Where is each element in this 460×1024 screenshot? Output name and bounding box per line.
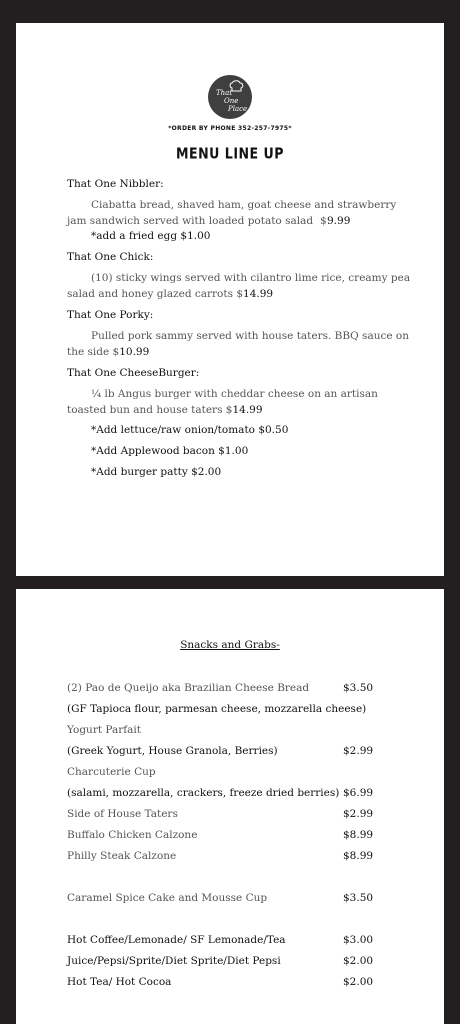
snack-price: $2.00 xyxy=(343,976,374,988)
snack-item: Juice/Pepsi/Sprite/Diet Sprite/Diet Pepsi xyxy=(67,955,281,967)
addon-bacon: *Add Applewood bacon $1.00 xyxy=(91,445,249,457)
snack-price: $3.50 xyxy=(343,892,374,904)
item-price-porky: 10.99 xyxy=(119,346,150,358)
svg-text:One: One xyxy=(224,97,239,105)
snack-item: Caramel Spice Cake and Mousse Cup xyxy=(67,892,268,904)
svg-text:Place: Place xyxy=(228,105,248,113)
addon-lettuce: *Add lettuce/raw onion/tomato $0.50 xyxy=(91,424,289,436)
svg-text:That: That xyxy=(216,89,233,97)
item-name-nibbler: That One Nibbler: xyxy=(67,178,164,190)
snack-item: Hot Tea/ Hot Cocoa xyxy=(67,976,172,988)
snack-item: (2) Pao de Queijo aka Brazilian Cheese Bread xyxy=(67,682,310,694)
snack-price: $2.00 xyxy=(343,955,374,967)
snack-price: $6.99 xyxy=(343,787,374,799)
item-desc-nibbler-1: Ciabatta bread, shaved ham, goat cheese and strawberry xyxy=(91,199,397,211)
item-price-prefix-nibbler: $ xyxy=(320,215,327,227)
snack-price: $2.99 xyxy=(343,745,374,757)
snack-price: $8.99 xyxy=(343,829,374,841)
order-by-phone: *ORDER BY PHONE 352-257-7975* xyxy=(168,125,292,132)
snack-item: Charcuterie Cup xyxy=(67,766,156,778)
snack-item: Buffalo Chicken Calzone xyxy=(67,829,198,841)
addon-patty: *Add burger patty $2.00 xyxy=(91,466,222,478)
snacks-heading: Snacks and Grabs- xyxy=(180,639,280,651)
item-desc-porky-2: the side $10.99 xyxy=(67,346,150,358)
snack-price: $3.50 xyxy=(343,682,374,694)
item-addon-nibbler: *add a fried egg $1.00 xyxy=(91,230,211,242)
item-desc-cheeseburger-1: ¼ lb Angus burger with cheddar cheese on an artisan xyxy=(91,388,378,400)
item-desc-porky-1: Pulled pork sammy served with house taters. BBQ sauce on xyxy=(91,330,409,342)
chef-hat-icon xyxy=(208,75,252,119)
menu-page-2 xyxy=(16,589,444,1024)
snack-item: (Greek Yogurt, House Granola, Berries) xyxy=(67,745,278,757)
item-price-nibbler: 9.99 xyxy=(327,215,351,227)
item-name-chick: That One Chick: xyxy=(67,251,154,263)
snack-item: (GF Tapioca flour, parmesan cheese, mozzarella cheese) xyxy=(67,703,367,715)
item-desc-cheeseburger-2: toasted bun and house taters $14.99 xyxy=(67,404,263,416)
snack-price: $2.99 xyxy=(343,808,374,820)
snack-item: Philly Steak Calzone xyxy=(67,850,177,862)
that-one-place-logo xyxy=(208,75,252,119)
snack-price: $8.99 xyxy=(343,850,374,862)
snack-item: Hot Coffee/Lemonade/ SF Lemonade/Tea xyxy=(67,934,286,946)
item-name-porky: That One Porky: xyxy=(67,309,154,321)
snack-item: Side of House Taters xyxy=(67,808,178,820)
menu-page-1 xyxy=(16,23,444,576)
item-price-cheeseburger: 14.99 xyxy=(232,404,263,416)
item-price-chick: 14.99 xyxy=(243,288,274,300)
menu-title: MENU LINE UP xyxy=(176,145,284,163)
item-name-cheeseburger: That One CheeseBurger: xyxy=(67,367,200,379)
snack-price: $3.00 xyxy=(343,934,374,946)
item-desc-chick-1: (10) sticky wings served with cilantro lime rice, creamy pea xyxy=(91,272,411,284)
item-desc-chick-2: salad and honey glazed carrots $14.99 xyxy=(67,288,274,300)
snack-item: (salami, mozzarella, crackers, freeze dried berries) xyxy=(67,787,340,799)
item-desc-nibbler-2: jam sandwich served with loaded potato salad xyxy=(67,215,314,227)
snack-item: Yogurt Parfait xyxy=(67,724,141,736)
